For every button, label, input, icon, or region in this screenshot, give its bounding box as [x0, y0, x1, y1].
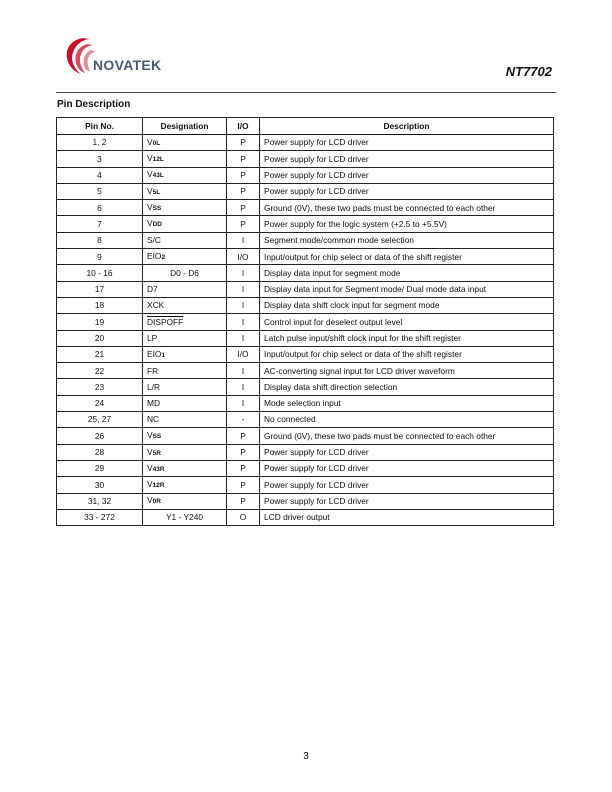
pin-number-cell: 28 — [57, 444, 143, 460]
designation-cell — [143, 183, 227, 199]
designation-base: V — [147, 169, 153, 180]
designation-base: V — [147, 218, 153, 229]
table-row — [57, 330, 554, 346]
designation-base: V — [147, 495, 153, 506]
designation-cell — [143, 395, 227, 411]
designation-cell — [143, 232, 227, 248]
table-header-row — [57, 118, 554, 135]
io-type-cell: P — [227, 167, 260, 183]
io-type-cell: P — [227, 428, 260, 444]
description-cell: Input/output for chip select or data of the shift register — [260, 346, 554, 362]
io-type-cell: I — [227, 281, 260, 297]
description-cell: Display data input for Segment mode/ Dual mode data input — [260, 281, 554, 297]
designation-subscript: 43R — [152, 465, 165, 473]
description-cell: Ground (0V), these two pads must be connected to each other — [260, 200, 554, 216]
io-type-cell: I — [227, 395, 260, 411]
designation-base: V — [147, 136, 153, 147]
pin-number-cell: 8 — [57, 232, 143, 248]
page-number: 3 — [303, 751, 309, 762]
description-cell: No connected — [260, 412, 554, 428]
description-cell: Mode selection input — [260, 395, 554, 411]
table-row — [57, 265, 554, 281]
designation-base: V — [147, 185, 153, 196]
table-row — [57, 346, 554, 362]
pin-number-cell: 19 — [57, 314, 143, 330]
column-header-description: Description — [260, 118, 554, 135]
io-type-cell: I — [227, 232, 260, 248]
table-row — [57, 444, 554, 460]
designation-subscript: 12L — [152, 156, 164, 164]
designation-cell — [143, 379, 227, 395]
pin-number-cell: 21 — [57, 346, 143, 362]
column-header-pin-no: Pin No. — [57, 118, 143, 135]
pin-number-cell: 17 — [57, 281, 143, 297]
table-row — [57, 216, 554, 232]
table-row — [57, 460, 554, 476]
description-cell: Latch pulse input/shift clock input for the shift register — [260, 330, 554, 346]
designation-cell — [143, 297, 227, 313]
designation-base: D0 - D6 — [170, 267, 199, 278]
description-cell: Ground (0V), these two pads must be connected to each other — [260, 428, 554, 444]
designation-cell — [143, 265, 227, 281]
io-type-cell: P — [227, 183, 260, 199]
pin-number-cell: 9 — [57, 249, 143, 265]
column-header-io: I/O — [227, 118, 260, 135]
designation-subscript: 0L — [152, 139, 161, 147]
description-cell: Power supply for LCD driver — [260, 135, 554, 151]
designation-cell — [143, 460, 227, 476]
pin-number-cell: 5 — [57, 183, 143, 199]
io-type-cell: I — [227, 330, 260, 346]
designation-cell — [143, 412, 227, 428]
designation-cell — [143, 281, 227, 297]
pin-number-cell: 24 — [57, 395, 143, 411]
table-row — [57, 509, 554, 525]
designation-subscript: 2 — [161, 253, 166, 261]
pin-number-cell: 4 — [57, 167, 143, 183]
description-cell: Power supply for LCD driver — [260, 167, 554, 183]
description-cell: Control input for deselect output level — [260, 314, 554, 330]
designation-cell — [143, 135, 227, 151]
table-row — [57, 200, 554, 216]
pin-number-cell: 10 - 16 — [57, 265, 143, 281]
pin-number-cell: 6 — [57, 200, 143, 216]
pin-number-cell: 23 — [57, 379, 143, 395]
designation-cell — [143, 216, 227, 232]
designation-base: V — [147, 446, 153, 457]
pin-number-cell: 1, 2 — [57, 135, 143, 151]
description-cell: Power supply for LCD driver — [260, 444, 554, 460]
table-row — [57, 151, 554, 167]
pin-number-cell: 3 — [57, 151, 143, 167]
designation-cell — [143, 493, 227, 509]
designation-cell — [143, 428, 227, 444]
io-type-cell: P — [227, 200, 260, 216]
table-row — [57, 167, 554, 183]
designation-base: V — [147, 202, 153, 213]
table-row — [57, 379, 554, 395]
description-cell: Input/output for chip select or data of the shift register — [260, 249, 554, 265]
company-logo-text: NOVATEK — [93, 57, 162, 73]
designation-base: XCK — [147, 300, 165, 311]
designation-base: V — [147, 430, 153, 441]
designation-cell — [143, 363, 227, 379]
table-row — [57, 493, 554, 509]
table-row — [57, 232, 554, 248]
description-cell: Power supply for LCD driver — [260, 183, 554, 199]
designation-cell — [143, 346, 227, 362]
io-type-cell: O — [227, 509, 260, 525]
designation-subscript: 1 — [161, 351, 166, 359]
io-type-cell: P — [227, 135, 260, 151]
designation-cell — [143, 167, 227, 183]
designation-base: V — [147, 462, 153, 473]
description-cell: Power supply for LCD driver — [260, 493, 554, 509]
io-type-cell: P — [227, 493, 260, 509]
designation-subscript: SS — [152, 205, 162, 213]
pin-number-cell: 25, 27 — [57, 412, 143, 428]
io-type-cell: I — [227, 297, 260, 313]
description-cell: Display data shift clock input for segment mode — [260, 297, 554, 313]
pin-number-cell: 22 — [57, 363, 143, 379]
pin-number-cell: 26 — [57, 428, 143, 444]
designation-base: V — [147, 153, 153, 164]
designation-base: Y1 - Y240 — [165, 512, 204, 523]
table-row — [57, 395, 554, 411]
designation-base: LP — [147, 333, 158, 343]
designation-cell — [143, 509, 227, 525]
designation-base: L/R — [147, 381, 161, 392]
designation-base: EIO — [147, 348, 162, 359]
pin-number-cell: 33 - 272 — [57, 509, 143, 525]
table-row — [57, 297, 554, 313]
designation-base: S/C — [147, 235, 161, 246]
designation-subscript: 5R — [152, 449, 161, 457]
designation-base: V — [147, 479, 153, 490]
designation-base: MD — [147, 398, 161, 409]
description-cell: Power supply for LCD driver — [260, 151, 554, 167]
designation-base: D7 — [147, 284, 158, 295]
designation-cell — [143, 477, 227, 493]
designation-base: NC — [147, 414, 160, 425]
designation-base: EIO — [147, 250, 162, 261]
io-type-cell: I/O — [227, 346, 260, 362]
table-row — [57, 412, 554, 428]
description-cell: Power supply for the logic system (+2.5 to +5.5V) — [260, 216, 554, 232]
section-title: Pin Description — [57, 99, 131, 110]
table-row — [57, 183, 554, 199]
io-type-cell: P — [227, 151, 260, 167]
designation-cell — [143, 314, 227, 330]
io-type-cell: - — [227, 412, 260, 428]
header-divider — [56, 92, 556, 93]
designation-cell — [143, 200, 227, 216]
io-type-cell: P — [227, 477, 260, 493]
description-cell: LCD driver output — [260, 509, 554, 525]
description-cell: AC-converting signal input for LCD driver waveform — [260, 363, 554, 379]
designation-cell — [143, 249, 227, 265]
table-row — [57, 249, 554, 265]
designation-cell — [143, 330, 227, 346]
io-type-cell: P — [227, 460, 260, 476]
table-row — [57, 428, 554, 444]
pin-number-cell: 30 — [57, 477, 143, 493]
io-type-cell: I — [227, 379, 260, 395]
table-row — [57, 281, 554, 297]
pin-number-cell: 18 — [57, 297, 143, 313]
designation-subscript: SS — [152, 433, 162, 441]
designation-subscript: 43L — [152, 172, 164, 180]
pin-description-table — [56, 117, 554, 526]
pin-number-cell: 31, 32 — [57, 493, 143, 509]
pin-number-cell: 29 — [57, 460, 143, 476]
table-row — [57, 363, 554, 379]
io-type-cell: I — [227, 314, 260, 330]
designation-cell — [143, 444, 227, 460]
table-row — [57, 135, 554, 151]
io-type-cell: P — [227, 444, 260, 460]
designation-base: FR — [147, 365, 159, 376]
pin-number-cell: 20 — [57, 330, 143, 346]
table-row — [57, 477, 554, 493]
designation-base: DISPOFF — [147, 316, 184, 327]
designation-subscript: DD — [152, 221, 162, 229]
description-cell: Segment mode/common mode selection — [260, 232, 554, 248]
description-cell: Power supply for LCD driver — [260, 477, 554, 493]
io-type-cell: I/O — [227, 249, 260, 265]
designation-subscript: 12R — [152, 482, 165, 490]
description-cell: Power supply for LCD driver — [260, 460, 554, 476]
designation-cell — [143, 151, 227, 167]
table-row — [57, 314, 554, 330]
io-type-cell: P — [227, 216, 260, 232]
io-type-cell: I — [227, 265, 260, 281]
document-id: NT7702 — [505, 64, 552, 79]
column-header-designation: Designation — [143, 118, 227, 135]
io-type-cell: I — [227, 363, 260, 379]
description-cell: Display data shift direction selection — [260, 379, 554, 395]
description-cell: Display data input for segment mode — [260, 265, 554, 281]
designation-subscript: 5L — [152, 188, 161, 196]
designation-subscript: 0R — [152, 498, 161, 506]
pin-number-cell: 7 — [57, 216, 143, 232]
